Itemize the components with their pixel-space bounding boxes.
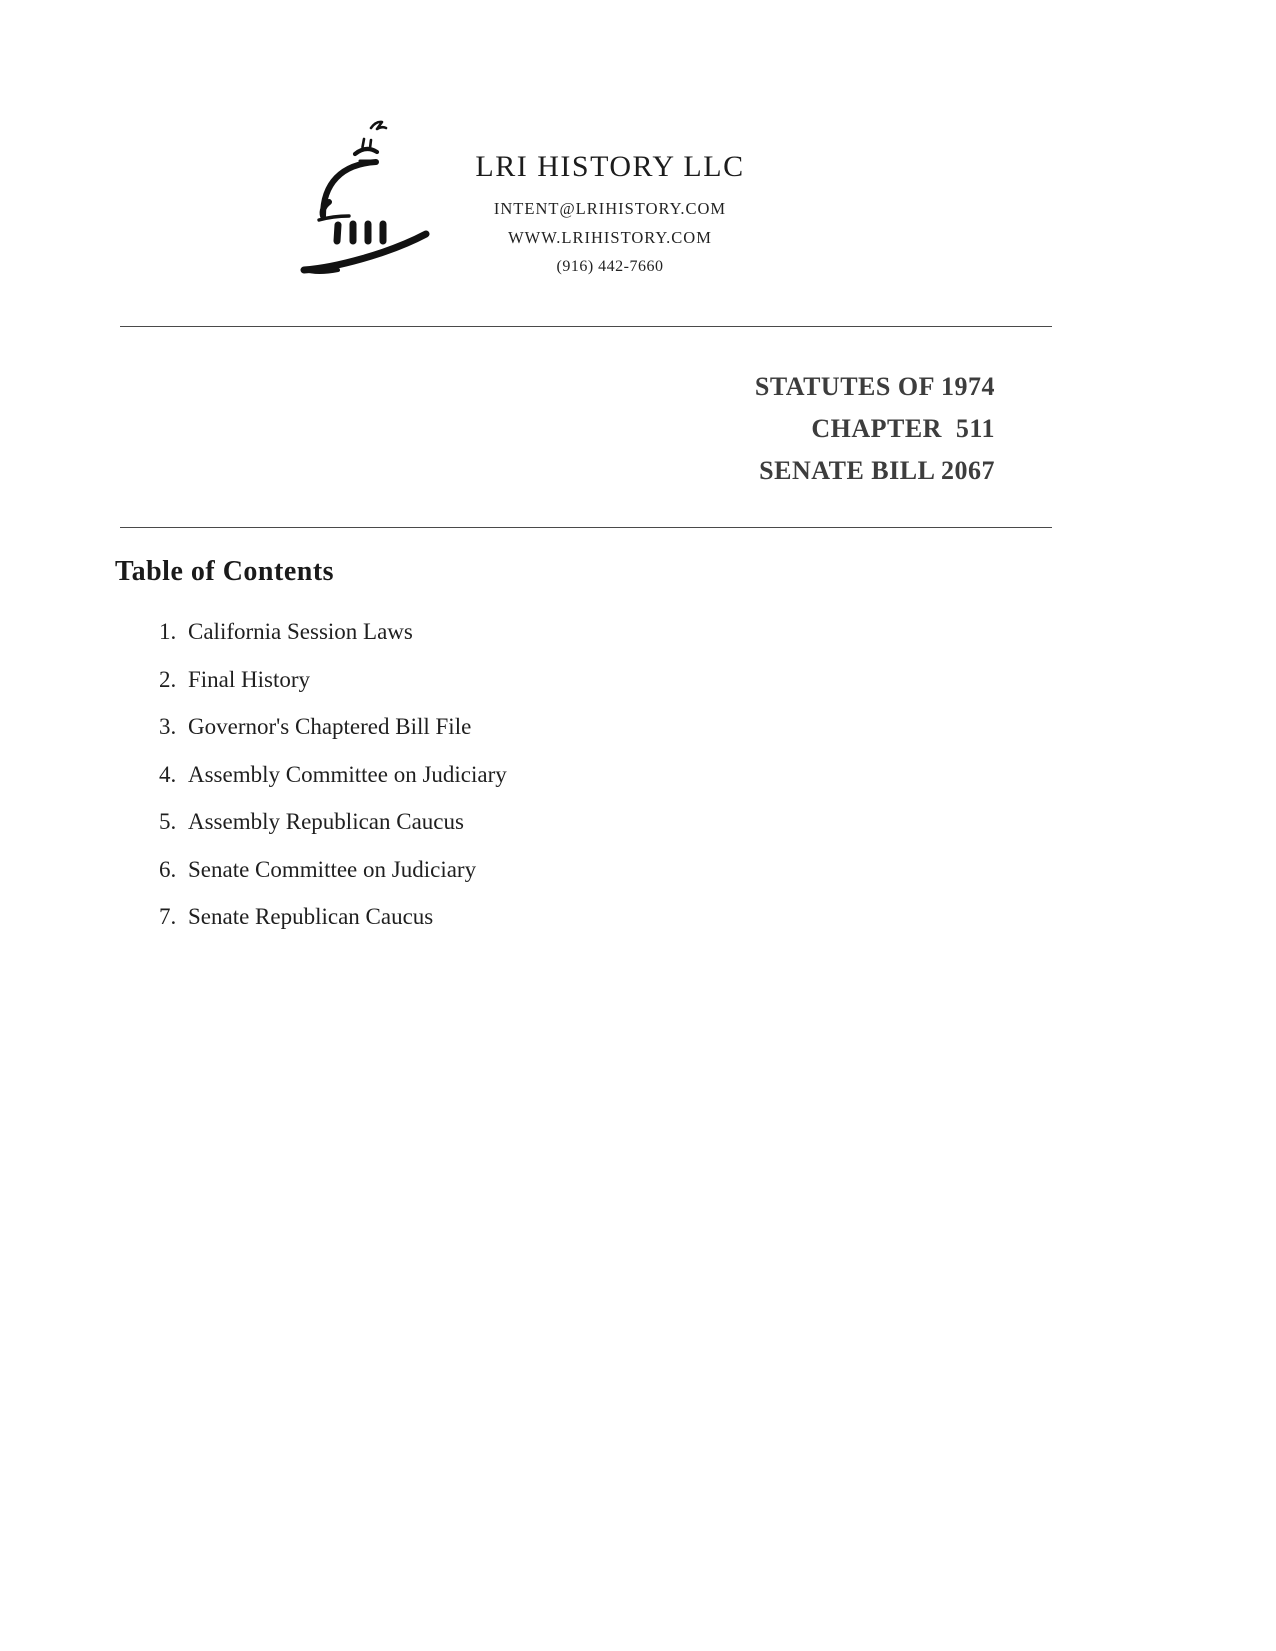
- company-website: WWW.LRIHISTORY.COM: [508, 228, 712, 247]
- toc-section: [140, 618, 840, 951]
- capitol-logo: [292, 118, 442, 288]
- statute-title-block: [755, 366, 995, 492]
- chapter-line: CHAPTER 511: [811, 414, 995, 443]
- toc-item: 5. Assembly Republican Caucus: [182, 808, 840, 835]
- toc-item: 4. Assembly Committee on Judiciary: [182, 761, 840, 788]
- divider-bottom: [120, 527, 1052, 528]
- senate-bill-line: SENATE BILL 2067: [759, 456, 995, 485]
- toc-item: 7. Senate Republican Caucus: [182, 903, 840, 930]
- toc-heading: Table of Contents: [115, 556, 335, 587]
- letterhead: [455, 150, 765, 281]
- company-email: INTENT@LRIHISTORY.COM: [493, 199, 727, 218]
- capitol-dome-icon: [292, 118, 442, 288]
- toc-item: 1. California Session Laws: [182, 618, 840, 645]
- toc-item: 6. Senate Committee on Judiciary: [182, 856, 840, 883]
- divider-top: [120, 326, 1052, 327]
- company-phone: (916) 442-7660: [556, 258, 664, 275]
- toc-list: [140, 618, 840, 930]
- statutes-year-line: STATUTES OF 1974: [754, 372, 995, 401]
- toc-item: 2. Final History: [182, 666, 840, 693]
- toc-item: 3. Governor's Chaptered Bill File: [182, 713, 840, 740]
- company-name: LRI HISTORY LLC: [475, 150, 745, 183]
